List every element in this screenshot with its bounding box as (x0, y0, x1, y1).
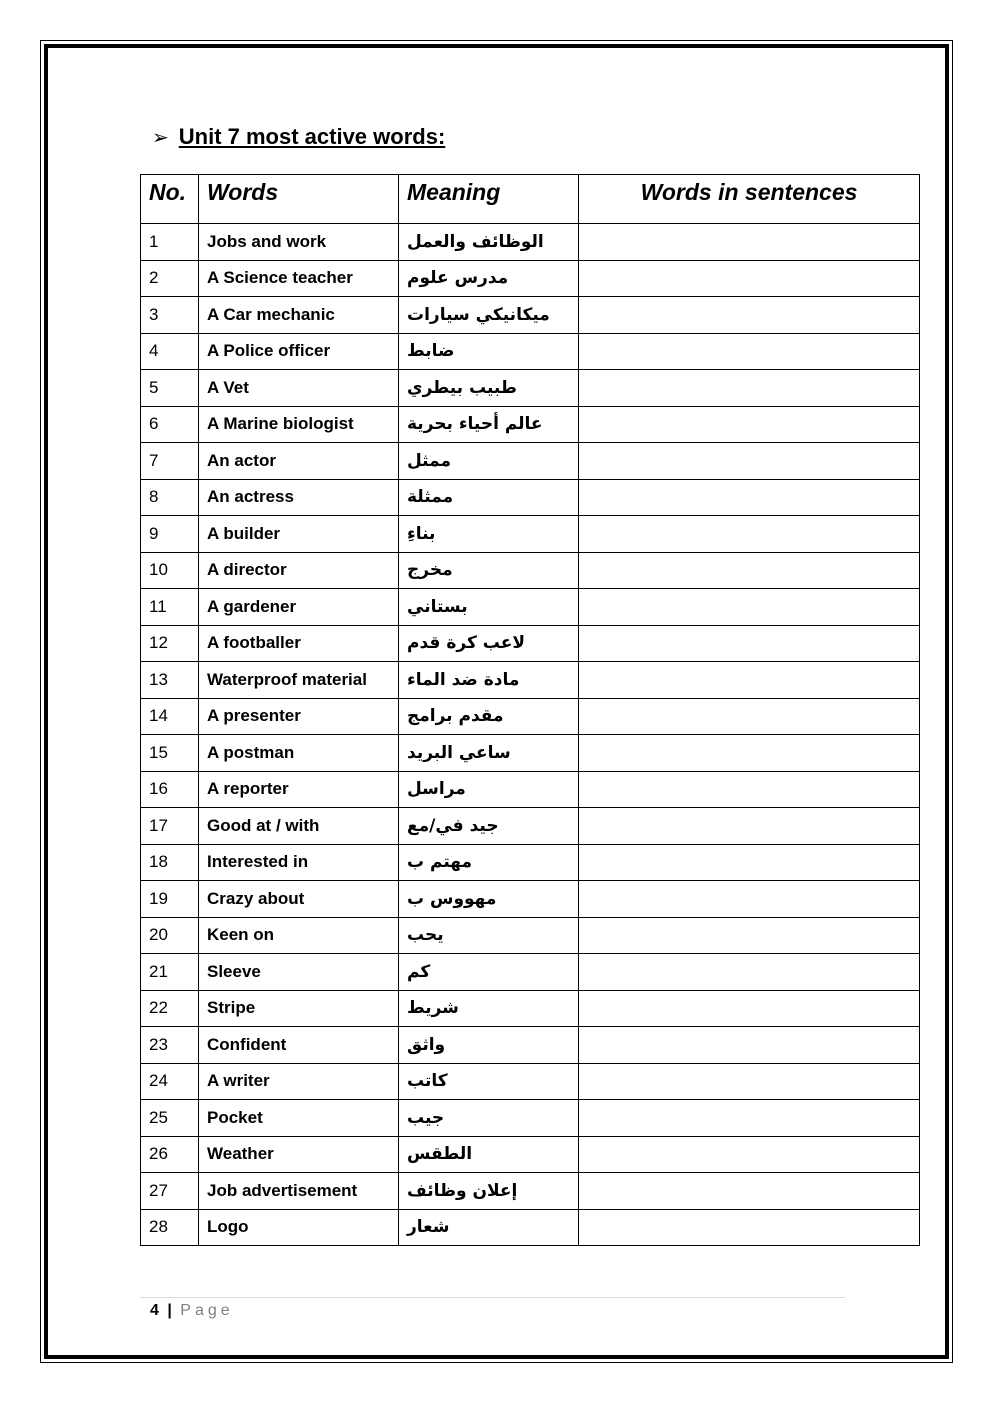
row-sentence-cell[interactable] (579, 1027, 920, 1064)
row-meaning (399, 589, 579, 626)
row-number: 17 (141, 808, 199, 845)
row-sentence-cell[interactable] (579, 1209, 920, 1246)
row-word: Confident (199, 1027, 399, 1064)
row-number: 27 (141, 1173, 199, 1210)
row-word: A postman (199, 735, 399, 772)
row-meaning (399, 844, 579, 881)
row-number: 16 (141, 771, 199, 808)
table-row (141, 516, 920, 553)
row-sentence-cell[interactable] (579, 881, 920, 918)
arabic-meaning: جيد في/مع (407, 815, 499, 836)
row-meaning (399, 735, 579, 772)
header-words: Words (199, 175, 399, 224)
row-word: Jobs and work (199, 224, 399, 261)
row-sentence-cell[interactable] (579, 516, 920, 553)
table-row (141, 224, 920, 261)
table-row (141, 552, 920, 589)
arabic-meaning: مهتم ب (407, 852, 473, 873)
row-sentence-cell[interactable] (579, 662, 920, 699)
row-meaning (399, 1063, 579, 1100)
row-number: 15 (141, 735, 199, 772)
table-header-row (141, 175, 920, 224)
arabic-meaning: مخرج (407, 560, 453, 581)
row-sentence-cell[interactable] (579, 954, 920, 991)
arabic-meaning: مادة ضد الماء (407, 669, 520, 690)
arabic-meaning: مقدم برامج (407, 706, 504, 727)
row-meaning (399, 1209, 579, 1246)
row-number: 14 (141, 698, 199, 735)
table-row (141, 1100, 920, 1137)
row-number: 9 (141, 516, 199, 553)
row-word: Interested in (199, 844, 399, 881)
table-row (141, 881, 920, 918)
table-row (141, 990, 920, 1027)
row-meaning (399, 662, 579, 699)
row-sentence-cell[interactable] (579, 1063, 920, 1100)
row-word: Good at / with (199, 808, 399, 845)
row-word: A gardener (199, 589, 399, 626)
row-meaning (399, 1136, 579, 1173)
row-meaning (399, 479, 579, 516)
row-number: 6 (141, 406, 199, 443)
row-word: A Car mechanic (199, 297, 399, 334)
row-sentence-cell[interactable] (579, 406, 920, 443)
arabic-meaning: عالم أحياء بحرية (407, 414, 543, 435)
row-number: 11 (141, 589, 199, 626)
row-word: Job advertisement (199, 1173, 399, 1210)
row-sentence-cell[interactable] (579, 224, 920, 261)
arabic-meaning: شعار (407, 1217, 450, 1238)
row-number: 5 (141, 370, 199, 407)
row-word: Sleeve (199, 954, 399, 991)
arabic-meaning: ممثل (407, 450, 452, 471)
footer-divider (140, 1297, 845, 1298)
table-row (141, 1173, 920, 1210)
arabic-meaning: جيب (407, 1107, 445, 1128)
arabic-meaning: واثق (407, 1034, 446, 1055)
arabic-meaning: مدرس علوم (407, 268, 509, 289)
row-word: A footballer (199, 625, 399, 662)
page-label: Page (180, 1302, 234, 1319)
section-title: Unit 7 most active words: (178, 124, 446, 149)
row-word: A presenter (199, 698, 399, 735)
row-sentence-cell[interactable] (579, 990, 920, 1027)
row-number: 7 (141, 443, 199, 480)
table-row (141, 808, 920, 845)
row-number: 21 (141, 954, 199, 991)
header-meaning: Meaning (399, 175, 579, 224)
vocabulary-table (140, 174, 920, 1246)
row-word: Crazy about (199, 881, 399, 918)
table-row (141, 735, 920, 772)
row-meaning (399, 1100, 579, 1137)
row-meaning (399, 224, 579, 261)
arabic-meaning: كاتب (407, 1071, 448, 1092)
table-row (141, 1209, 920, 1246)
row-sentence-cell[interactable] (579, 370, 920, 407)
row-sentence-cell[interactable] (579, 552, 920, 589)
row-meaning (399, 771, 579, 808)
row-word: Keen on (199, 917, 399, 954)
row-sentence-cell[interactable] (579, 625, 920, 662)
row-word: Weather (199, 1136, 399, 1173)
row-sentence-cell[interactable] (579, 333, 920, 370)
arabic-meaning: طبيب بيطري (407, 377, 517, 398)
row-number: 4 (141, 333, 199, 370)
row-word: A builder (199, 516, 399, 553)
row-word: A reporter (199, 771, 399, 808)
row-word: Stripe (199, 990, 399, 1027)
arabic-meaning: الوظائف والعمل (407, 231, 544, 252)
table-row (141, 443, 920, 480)
row-meaning (399, 808, 579, 845)
row-number: 23 (141, 1027, 199, 1064)
row-sentence-cell[interactable] (579, 1136, 920, 1173)
row-number: 20 (141, 917, 199, 954)
row-number: 8 (141, 479, 199, 516)
table-row (141, 1063, 920, 1100)
row-sentence-cell[interactable] (579, 844, 920, 881)
row-word: A Police officer (199, 333, 399, 370)
row-sentence-cell[interactable] (579, 917, 920, 954)
row-sentence-cell[interactable] (579, 260, 920, 297)
footer-separator: | (167, 1302, 172, 1319)
arabic-meaning: ممثلة (407, 487, 454, 508)
row-number: 28 (141, 1209, 199, 1246)
row-number: 2 (141, 260, 199, 297)
row-word: A writer (199, 1063, 399, 1100)
table-row (141, 479, 920, 516)
row-sentence-cell[interactable] (579, 735, 920, 772)
table-row (141, 260, 920, 297)
arabic-meaning: بستاني (407, 596, 468, 617)
arabic-meaning: يحب (407, 925, 444, 946)
row-number: 19 (141, 881, 199, 918)
row-meaning (399, 260, 579, 297)
row-meaning (399, 370, 579, 407)
table-row (141, 1136, 920, 1173)
row-meaning (399, 990, 579, 1027)
row-sentence-cell[interactable] (579, 297, 920, 334)
arabic-meaning: مراسل (407, 779, 466, 800)
header-sentences: Words in sentences (579, 175, 920, 224)
row-word: An actor (199, 443, 399, 480)
row-word: A Marine biologist (199, 406, 399, 443)
row-number: 25 (141, 1100, 199, 1137)
vocabulary-table-body (141, 224, 920, 1246)
row-sentence-cell[interactable] (579, 771, 920, 808)
row-word: An actress (199, 479, 399, 516)
row-meaning (399, 406, 579, 443)
arabic-meaning: ميكانيكي سيارات (407, 304, 550, 325)
table-row (141, 1027, 920, 1064)
row-meaning (399, 954, 579, 991)
page-number: 4 (150, 1302, 159, 1319)
row-meaning (399, 333, 579, 370)
table-row (141, 954, 920, 991)
page-footer (150, 1302, 234, 1320)
table-row (141, 297, 920, 334)
table-row (141, 370, 920, 407)
row-word: A director (199, 552, 399, 589)
row-number: 24 (141, 1063, 199, 1100)
table-row (141, 589, 920, 626)
row-meaning (399, 297, 579, 334)
row-meaning (399, 1173, 579, 1210)
table-row (141, 698, 920, 735)
table-row (141, 625, 920, 662)
row-number: 10 (141, 552, 199, 589)
row-sentence-cell[interactable] (579, 1100, 920, 1137)
row-meaning (399, 443, 579, 480)
row-sentence-cell[interactable] (579, 808, 920, 845)
arabic-meaning: إعلان وظائف (407, 1180, 518, 1201)
row-number: 3 (141, 297, 199, 334)
arabic-meaning: كم (407, 961, 431, 982)
row-word: Pocket (199, 1100, 399, 1137)
arabic-meaning: الطقس (407, 1144, 473, 1165)
arrow-bullet-icon: ➢ (152, 126, 169, 149)
arabic-meaning: ضابط (407, 341, 455, 362)
row-sentence-cell[interactable] (579, 589, 920, 626)
row-number: 1 (141, 224, 199, 261)
table-row (141, 771, 920, 808)
row-meaning (399, 552, 579, 589)
row-meaning (399, 1027, 579, 1064)
row-sentence-cell[interactable] (579, 443, 920, 480)
table-row (141, 844, 920, 881)
arabic-meaning: مهووس ب (407, 888, 497, 909)
table-row (141, 406, 920, 443)
arabic-meaning: ساعي البريد (407, 742, 511, 763)
row-number: 26 (141, 1136, 199, 1173)
row-number: 13 (141, 662, 199, 699)
row-sentence-cell[interactable] (579, 1173, 920, 1210)
arabic-meaning: لاعب كرة قدم (407, 633, 526, 654)
row-word: A Science teacher (199, 260, 399, 297)
row-word: Waterproof material (199, 662, 399, 699)
arabic-meaning: شريط (407, 998, 459, 1019)
row-meaning (399, 625, 579, 662)
section-heading (152, 120, 445, 154)
row-number: 18 (141, 844, 199, 881)
row-sentence-cell[interactable] (579, 698, 920, 735)
row-meaning (399, 917, 579, 954)
row-number: 22 (141, 990, 199, 1027)
row-meaning (399, 516, 579, 553)
table-row (141, 917, 920, 954)
row-word: Logo (199, 1209, 399, 1246)
row-meaning (399, 698, 579, 735)
row-meaning (399, 881, 579, 918)
row-number: 12 (141, 625, 199, 662)
header-no: No. (141, 175, 199, 224)
row-sentence-cell[interactable] (579, 479, 920, 516)
row-word: A Vet (199, 370, 399, 407)
table-row (141, 662, 920, 699)
table-row (141, 333, 920, 370)
arabic-meaning: بناءِ (407, 523, 436, 544)
